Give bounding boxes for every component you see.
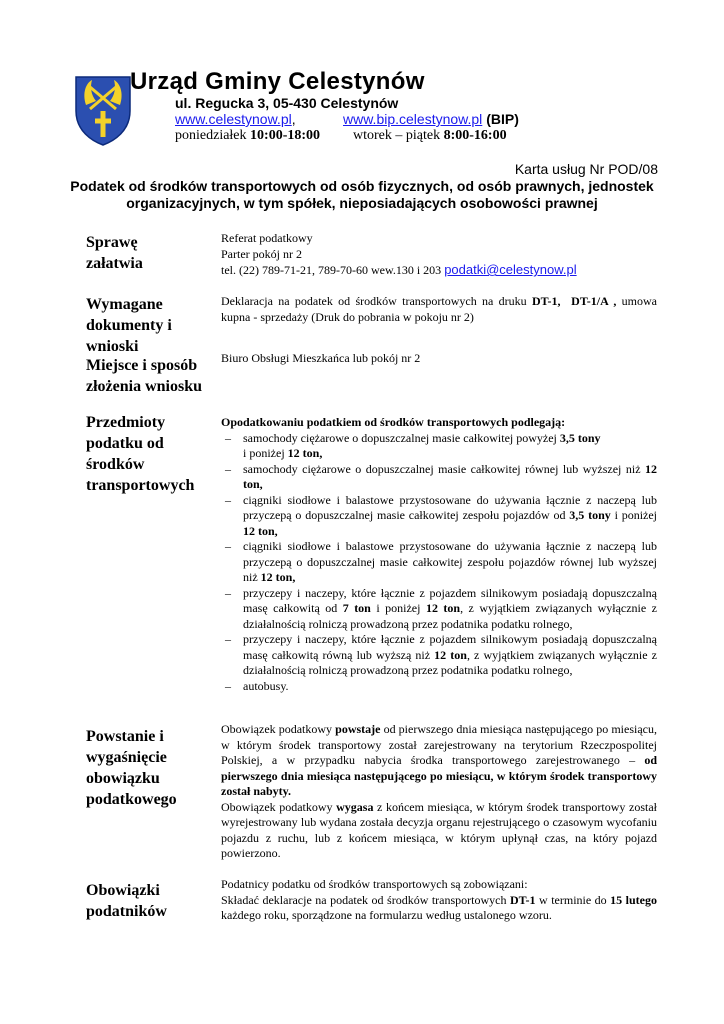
obligation-expires: Obowiązek podatkowy wygasa z końcem miesiąca, w którym środek transportowy został wyrejestrowany lub wydana została decyzja organu rejestrującego o czasowym wycofaniu pojazdu z ruchu, lub z końcem miesiąca, w którym upłynął czas, na który pojazd powierzono.	[221, 799, 657, 860]
bip-label: (BIP)	[486, 111, 519, 127]
service-card-number: Karta usług Nr POD/08	[514, 161, 658, 177]
hours-tue-fri-label: wtorek – piątek	[353, 128, 444, 143]
hours-monday: 10:00-18:00	[250, 128, 321, 143]
list-item: – autobusy.	[221, 679, 657, 695]
section-label-obligation: Powstanie i wygaśnięcie obowiązku podatkowego	[86, 728, 177, 808]
document-title: Podatek od środków transportowych od osób fizycznych, od osób prawnych, jednostek organizacyjnych, w tym spółek, nieposiadających osobowości prawnej	[70, 178, 654, 211]
section-subjects-content	[221, 415, 657, 694]
list-item: – ciągniki siodłowe i balastowe przystosowane do używania łącznie z naczepą lub przyczepą o dopuszczalnej masie całkowitej zespołu pojazdów równej lub wyższej niż 12 ton,	[221, 539, 657, 586]
form-dt1: DT-1,	[531, 294, 561, 308]
list-item: – ciągniki siodłowe i balastowe przystosowane do używania łącznie z naczepą lub przyczepą o dopuszczalnej masie całkowitej zespołu pojazdów od 3,5 tony i poniżej 12 ton,	[221, 493, 657, 540]
section-label-documents: Wymagane dokumenty i wnioski	[86, 296, 172, 355]
documents-text-2: umowa kupna - sprzedaży (Druk do pobrania w pokoju nr 2)	[221, 294, 658, 324]
duties-text: Składać deklaracje na podatek od środków transportowych DT-1 w terminie do 15 lutego każdego roku, sporządzone na formularzu według ustalonego wzoru.	[221, 892, 657, 922]
section-duties-content	[221, 877, 657, 924]
list-item: – samochody ciężarowe o dopuszczalnej masie całkowitej równej lub wyższej niż 12 ton,	[221, 462, 657, 493]
list-item: – przyczepy i naczepy, które łącznie z pojazdem silnikowym posiadają dopuszczalną masę całkowitą od 7 ton i poniżej 12 ton, z wyjątkiem związanych wyłącznie z działalnością rolniczą prowadzoną przez podatnika podatku rolnego,	[221, 586, 657, 633]
section-documents-content	[221, 294, 657, 325]
section-handles-content	[221, 231, 657, 279]
bip-website-link[interactable]: www.bip.celestynow.pl	[343, 111, 483, 127]
opening-hours	[175, 128, 507, 144]
list-item: – samochody ciężarowe o dopuszczalnej masie całkowitej powyżej 3,5 tony i poniżej 12 ton,	[221, 431, 657, 462]
hours-tue-fri: 8:00-16:00	[443, 128, 507, 143]
website-separator: ,	[291, 111, 296, 127]
section-label-subjects: Przedmioty podatku od środków transportowych	[86, 414, 195, 494]
department: Referat podatkowy	[221, 231, 313, 245]
subjects-heading: Opodatkowaniu podatkiem od środków transportowych podlegają:	[221, 415, 566, 429]
list-item: – przyczepy i naczepy, które łącznie z pojazdem silnikowym posiadają dopuszczalną masę całkowitą równą lub wyższą niż 12 ton, z wyjątkiem związanych wyłącznie z działalnością rolniczą prowadzoną przez podatnika podatku rolnego,	[221, 632, 657, 679]
section-label-place: Miejsce i sposób złożenia wniosku	[86, 357, 203, 395]
office-address: ul. Regucka 3, 05-430 Celestynów	[175, 95, 399, 111]
room: Parter pokój nr 2	[221, 246, 302, 261]
coat-of-arms-logo	[74, 75, 132, 147]
phone: tel. (22) 789-71-21, 789-70-60 wew.130 i 203	[221, 263, 445, 277]
section-place-content: Biuro Obsługi Mieszkańca lub pokój nr 2	[221, 351, 421, 365]
office-name: Urząd Gminy Celestynów	[130, 68, 425, 95]
duties-intro: Podatnicy podatku od środków transportowych są zobowiązani:	[221, 877, 528, 891]
section-label-duties: Obowiązki podatników	[86, 882, 167, 920]
section-label-handles: Sprawę załatwia	[86, 234, 143, 272]
obligation-arises: Obowiązek podatkowy powstaje od pierwszego dnia miesiąca następującego po miesiącu, w którym środek transportowy został zarejestrowany na terytorium Rzeczpospolitej Polskiej, a w przypadku nabycia środka transportowego zarejestrowanego – od pierwszego dnia miesiąca następującego po miesiącu, w którym środek transportowy został nabyty.	[221, 722, 657, 798]
section-obligation-content	[221, 722, 657, 862]
email-link[interactable]: podatki@celestynow.pl	[444, 262, 577, 277]
form-dt1a: DT-1/A ,	[571, 294, 617, 308]
documents-text: Deklaracja na podatek od środków transportowych na druku	[221, 294, 532, 308]
websites-line	[175, 111, 519, 127]
website-link[interactable]: www.celestynow.pl	[175, 111, 292, 127]
hours-monday-label: poniedziałek	[175, 128, 251, 143]
